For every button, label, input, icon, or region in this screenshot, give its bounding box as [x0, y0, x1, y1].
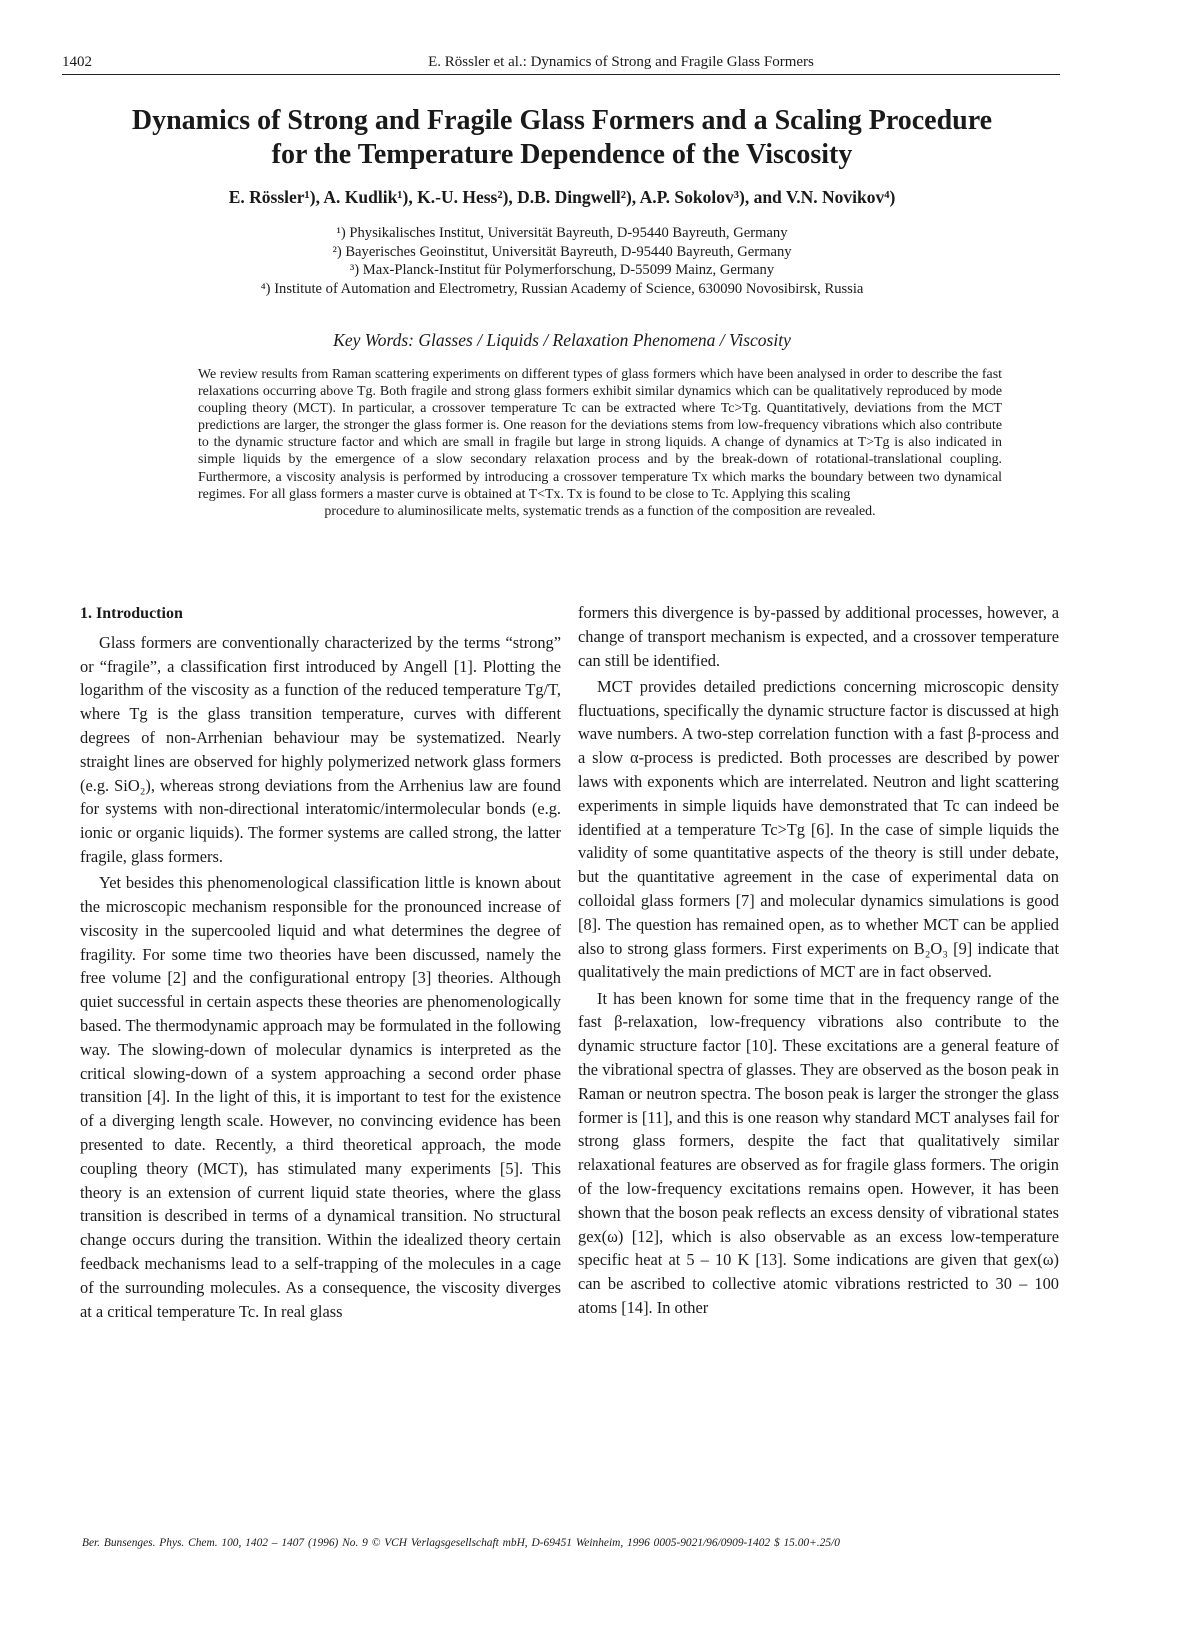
running-header [62, 54, 1060, 75]
abstract-last-line: procedure to aluminosilicate melts, systematic trends as a function of the composition are revealed. [324, 503, 876, 519]
page-number: 1402 [62, 54, 92, 70]
keywords: Key Words: Glasses / Liquids / Relaxation Phenomena / Viscosity [333, 330, 791, 350]
paragraph: It has been known for some time that in the frequency range of the fast β-relaxation, low-frequency vibrations also contribute to the dynamic structure factor [10]. These excitations are a general feature of the vibrational spectra of glasses. They are observed as the boson peak in Raman or neutron spectra. The boson peak is larger the stronger the glass former is [11], and this is one reason why standard MCT analyses fail for strong glass formers, despite the fact that qualitatively similar relaxational features are observed as for fragile glass formers. The origin of the low-frequency excitations remains open. However, it has been shown that the boson peak reflects an excess density of vibrational states gex(ω) [12], which is also observable as an excess low-temperature specific heat at 5 – 10 K [13]. Some indications are given that gex(ω) can be ascribed to collective atomic vibrations restricted to 30 – 100 atoms [14]. In other [578, 988, 1059, 1317]
paragraph: MCT provides detailed predictions concerning microscopic density fluctuations, specifically the dynamic structure factor is discussed at high wave numbers. A two-step correlation function with a fast β-process and a slow α-process is predicted. Both processes are described by power laws with exponents which are interrelated. Neutron and light scattering experiments in simple liquids have demonstrated that Tc can indeed be identified at a temperature Tc>Tg [6]. In the case of simple liquids the validity of some quantitative aspects of the theory is still under debate, but the quantitative agreement in the case of experimental data on colloidal glass formers [7] and molecular dynamics simulations is good [8]. The question has remained open, as to whether MCT can be applied also to strong glass formers. First experiments on B₂O₃ [9] indicate that qualitatively the main predictions of MCT are in fact observed. [578, 676, 1059, 982]
affiliation-2: ²) Bayerisches Geoinstitut, Universität Bayreuth, D-95440 Bayreuth, Germany [332, 243, 792, 260]
section-heading: 1. Introduction [80, 605, 183, 622]
paragraph: Yet besides this phenomenological classification little is known about the microscopic mechanism responsible for the pronounced increase of viscosity in the supercooled liquid and what determines the degree of fragility. For some time two theories have been discussed, namely the free volume [2] and the configurational entropy [3] theories. Although quiet successful in certain aspects these theories are phenomenologically based. The thermodynamic approach may be formulated in the following way. The slowing-down of molecular dynamics is interpreted as the critical slowing-down of a system approaching a second order phase transition [4]. In the light of this, it is important to test for the existence of a diverging length scale. However, no convincing evidence has been presented to date. Recently, a third theoretical approach, the mode coupling theory (MCT), has stimulated many experiments [5]. This theory is an extension of current liquid state theories, where the glass transition is described in terms of a dynamical transition. No structural change occurs during the transition. Within the idealized theory certain feedback mechanisms lead to a self-trapping of the molecules in a cage of the surrounding molecules. As a consequence, the viscosity diverges at a critical temperature Tc. In real glass [80, 873, 561, 1321]
left-column [80, 598, 561, 1326]
title-line-2: for the Temperature Dependence of the Viscosity [271, 139, 853, 170]
title-line-1: Dynamics of Strong and Fragile Glass Formers and a Scaling Procedure [131, 105, 993, 136]
affiliation-4: ⁴) Institute of Automation and Electrometry, Russian Academy of Science, 630090 Novosibirsk, Russia [260, 280, 864, 297]
paper-title [62, 104, 1062, 172]
author-list: E. Rössler¹), A. Kudlik¹), K.-U. Hess²), D.B. Dingwell²), A.P. Sokolov³), and V.N. Novikov⁴) [228, 187, 896, 207]
affiliation-1: ¹) Physikalisches Institut, Universität Bayreuth, D-95440 Bayreuth, Germany [336, 225, 788, 241]
affiliation-3: ³) Max-Planck-Institut für Polymerforschung, D-55099 Mainz, Germany [349, 262, 775, 278]
paragraph: formers this divergence is by-passed by additional processes, however, a change of transport mechanism is expected, and a crossover temperature can still be identified. [578, 603, 1059, 670]
affiliations [62, 224, 1062, 298]
paragraph: Glass formers are conventionally characterized by the terms “strong” or “fragile”, a classification first introduced by Angell [1]. Plotting the logarithm of the viscosity as a function of the reduced temperature Tg/T, where Tg is the glass transition temperature, curves with different degrees of non-Arrhenian behaviour may be systematized. Nearly straight lines are observed for highly polymerized network glass formers (e.g. SiO₂), whereas strong deviations from the Arrhenius law are found for systems with non-directional interatomic/intermolecular bonds (e.g. ionic or organic liquids). The former systems are called strong, the latter fragile, glass formers. [80, 632, 561, 866]
journal-footer: Ber. Bunsenges. Phys. Chem. 100, 1402 – 1407 (1996) No. 9 © VCH Verlagsgesellschaft mbH, D-69451 Weinheim, 1996 0005-9021/96/0909-1402 $ 15.00+.25/0 [82, 1537, 840, 1549]
abstract-body: We review results from Raman scattering experiments on different types of glass formers which have been analysed in order to describe the fast relaxations occurring above Tg. Both fragile and strong glass formers exhibit similar dynamics which can be qualitatively reproduced by mode coupling theory (MCT). In particular, a crossover temperature Tc can be extracted where Tc>Tg. Quantitatively, deviations from the MCT predictions are larger, the stronger the glass former is. One reason for the deviations stems from low-frequency vibrations which also contribute to the dynamic structure factor and which are small in fragile but large in strong liquids. A change of dynamics at T>Tg is also indicated in simple liquids by the emergence of a slow secondary relaxation process and by the break-down of rotational-translational coupling. Furthermore, a viscosity analysis is performed by introducing a crossover temperature Tx which marks the boundary between two dynamical regimes. For all glass formers a master curve is obtained at T<Tx. Tx is found to be close to Tc. Applying this scaling [198, 367, 1002, 502]
right-column [578, 601, 1059, 1322]
abstract [198, 366, 1002, 520]
running-title: E. Rössler et al.: Dynamics of Strong and Fragile Glass Formers [428, 54, 814, 70]
